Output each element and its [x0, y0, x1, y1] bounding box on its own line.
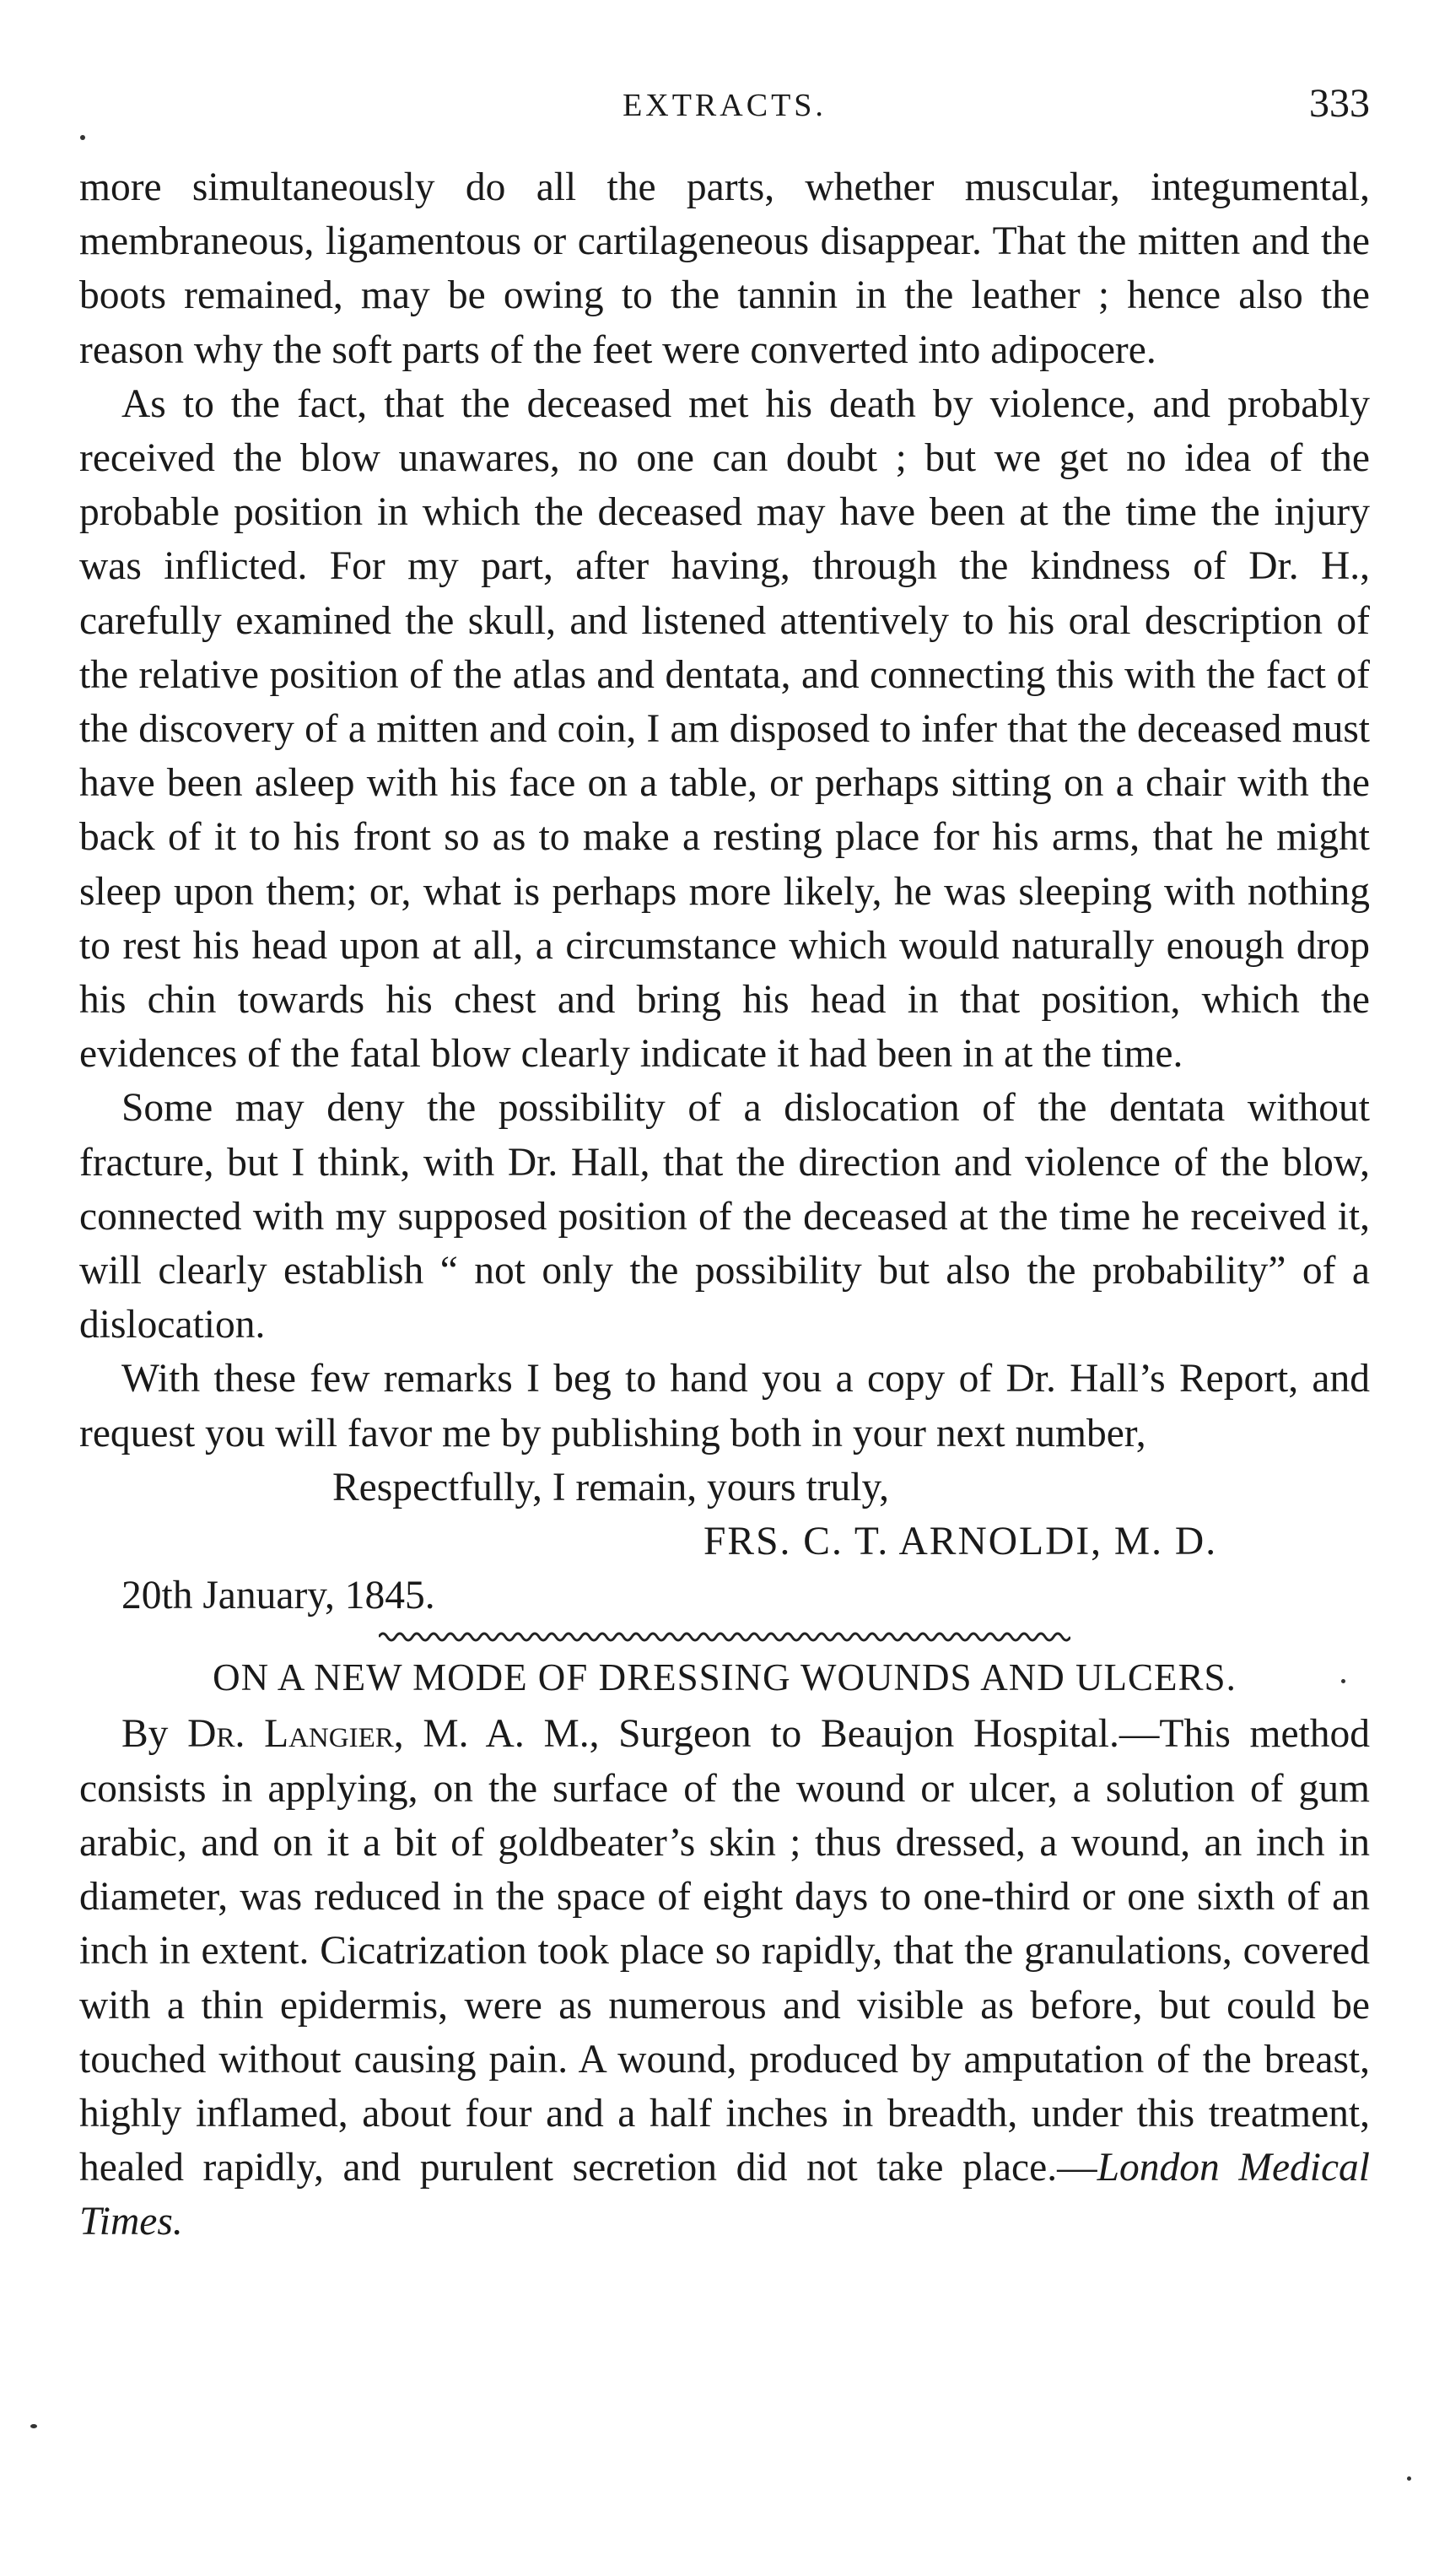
- page-body: [79, 160, 1370, 2249]
- article-title: ON A NEW MODE OF DRESSING WOUNDS AND ULCERS.: [213, 1656, 1237, 1699]
- letter-paragraph: As to the fact, that the deceased met his death by violence, and probably received the blow unawares, no one can doubt ; but we get no idea of the probable position in which the deceased may have been at the time the injury was inflicted. For my part, after having, through the kindness of Dr. H., carefully examined the skull, and listened attentively to his oral description of the relative position of the atlas and dentata, and connecting this with the fact of the discovery of a mitten and coin, I am disposed to infer that the deceased must have been asleep with his face on a table, or perhaps sitting on a chair with the back of it to his front so as to make a resting place for his arms, that he might sleep upon them; or, what is perhaps more likely, he was sleeping with nothing to rest his head upon at all, a circumstance which would naturally enough drop his chin towards his chest and bring his head in that position, which the evidences of the fatal blow clearly indicate it had been in at the time.: [79, 381, 1370, 1077]
- letter-closing: Respectfully, I remain, yours truly,: [332, 1465, 889, 1509]
- letter-paragraph: more simultaneously do all the parts, whether muscular, integumental, membraneous, ligamentous or cartilageneous disappear. That the mitten and the boots remained, may be owing to the tannin in the leather ; hence also the reason why the soft parts of the feet were converted into adipocere.: [79, 165, 1370, 372]
- ink-speck: [1407, 2476, 1411, 2481]
- section-divider: [379, 1626, 1070, 1648]
- ink-speck: [30, 2424, 37, 2428]
- article-author: Dr. Langier: [187, 1712, 394, 1757]
- letter-paragraph: Some may deny the possibility of a dislocation of the dentata without fracture, but I think, with Dr. Hall, that the direction and violence of the blow, connected with my supposed position of the deceased at the time he received it, will clearly establish “ not only the possibility but also the probability” of a dislocation.: [79, 1086, 1370, 1347]
- letter-paragraph: With these few remarks I beg to hand you a copy of Dr. Hall’s Report, and request you will favor me by publishing both in your next number,: [79, 1357, 1370, 1455]
- ink-speck: [80, 135, 85, 140]
- letter-date: 20th January, 1845.: [121, 1574, 435, 1618]
- running-head: EXTRACTS.: [623, 88, 827, 123]
- article-by: By: [121, 1712, 169, 1757]
- page-header: [79, 80, 1370, 131]
- article-paragraph: [79, 1707, 1370, 2249]
- page-number: 333: [1309, 81, 1370, 126]
- article-body: , M. A. M., Surgeon to Beaujon Hospital.—This method consists in applying, on the surface of the wound or ulcer, a solution of gum arabic, and on it a bit of goldbeater’s skin ; thus dressed, a wound, an inch in diameter, was reduced in the space of eight days to one-third or one sixth of an inch in extent. Cicatrization took place so rapidly, that the granulations, covered with a thin epidermis, were as numerous and visible as before, but could be touched without causing pain. A wound, produced by amputation of the breast, highly inflamed, about four and a half inches in breadth, under this treatment, healed rapidly, and purulent secretion did not take place.—: [79, 1712, 1371, 2190]
- letter-signature: FRS. C. T. ARNOLDI, M. D.: [703, 1520, 1218, 1564]
- article-source: London Medical Times.: [79, 2146, 1371, 2244]
